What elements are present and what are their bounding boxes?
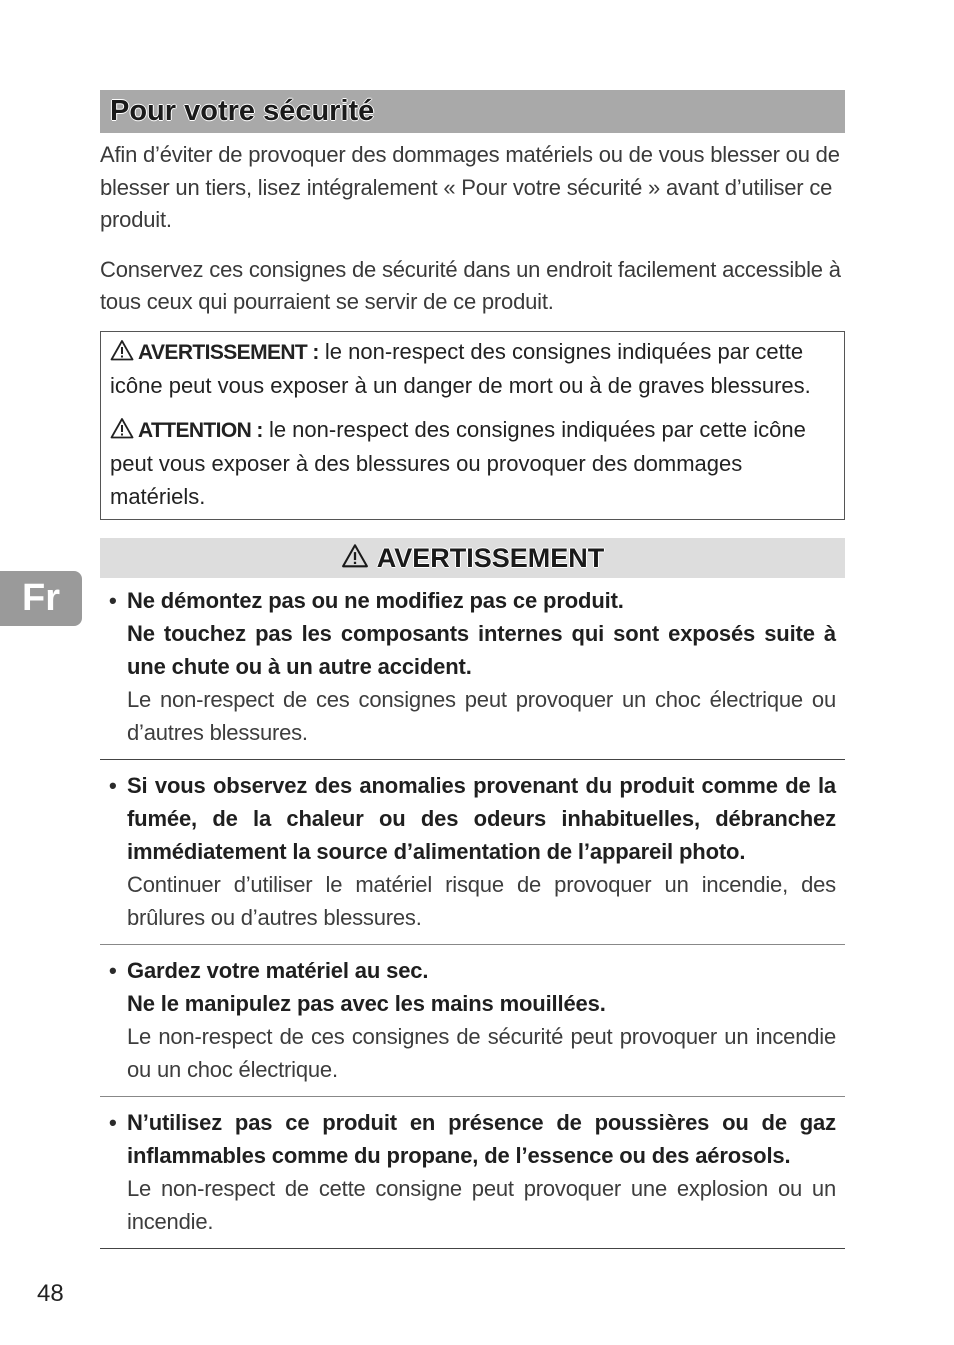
warning-item-consequence: Le non-respect de ces consignes peut provoquer un choc électrique ou d’autres blessures.: [127, 687, 836, 745]
warning-item-instruction: N’utilisez pas ce produit en présence de poussières ou de gaz inflammables comme du propane, de l’essence ou des aérosols.: [127, 1110, 836, 1168]
intro-paragraph-2: Conservez ces consignes de sécurité dans un endroit facilement accessible à tous ceux qui pourraient se servir de ce produit.: [100, 256, 841, 314]
bullet: •: [109, 773, 117, 798]
warning-item-consequence: Le non-respect de cette consigne peut provoquer une explosion ou un incendie.: [127, 1176, 836, 1234]
symbol-legend-box: [100, 331, 845, 521]
legend-warning-term: AVERTISSEMENT :: [138, 340, 319, 364]
language-tab: Fr: [0, 571, 82, 626]
warning-item-consequence: Continuer d’utiliser le matériel risque de provoquer un incendie, des brûlures ou d’autres blessures.: [127, 872, 836, 930]
bullet: •: [109, 588, 117, 613]
intro-paragraph-1: Afin d’éviter de provoquer des dommages matériels ou de vous blesser ou de blesser un tiers, lisez intégralement « Pour votre sécurité » avant d’utiliser ce produit.: [100, 142, 840, 232]
safety-page: [100, 90, 845, 1249]
legend-caution: [110, 414, 835, 514]
warning-triangle-icon: [110, 338, 134, 371]
warning-item: [100, 760, 845, 945]
warning-item-instruction: Ne touchez pas les composants internes qui sont exposés suite à une chute ou à un autre accident.: [127, 621, 836, 679]
warning-section-header: [100, 538, 845, 578]
warning-item-instruction: Ne démontez pas ou ne modifiez pas ce produit.: [127, 588, 624, 613]
warning-section-title: AVERTISSEMENT: [376, 543, 605, 573]
warning-item-consequence: Le non-respect de ces consignes de sécurité peut provoquer un incendie ou un choc électrique.: [127, 1024, 836, 1082]
warning-item: [100, 945, 845, 1097]
legend-caution-text: le non-respect des consignes indiquées par cette icône peut vous exposer à des blessures ou provoquer des dommages matériels.: [110, 416, 806, 509]
page-number: 48: [37, 1280, 64, 1307]
warning-item-instruction: Si vous observez des anomalies provenant du produit comme de la fumée, de la chaleur ou des odeurs inhabituelles, débranchez immédiatement la source d’alimentation de l’appareil photo.: [127, 773, 836, 864]
bullet: •: [109, 1110, 117, 1135]
legend-caution-term: ATTENTION :: [138, 418, 263, 442]
caution-triangle-icon: [110, 416, 134, 449]
warning-item: [100, 1097, 845, 1249]
warning-item: [100, 578, 845, 760]
warning-item-instruction: Gardez votre matériel au sec.: [127, 958, 429, 983]
warning-item-instruction: Ne le manipulez pas avec les mains mouillées.: [127, 991, 606, 1016]
warning-triangle-icon: [341, 539, 369, 579]
bullet: •: [109, 958, 117, 983]
legend-warning: [110, 336, 835, 403]
legend-warning-text: le non-respect des consignes indiquées par cette icône peut vous exposer à un danger de mort ou à de graves blessures.: [110, 338, 811, 398]
section-title: Pour votre sécurité: [100, 90, 845, 133]
